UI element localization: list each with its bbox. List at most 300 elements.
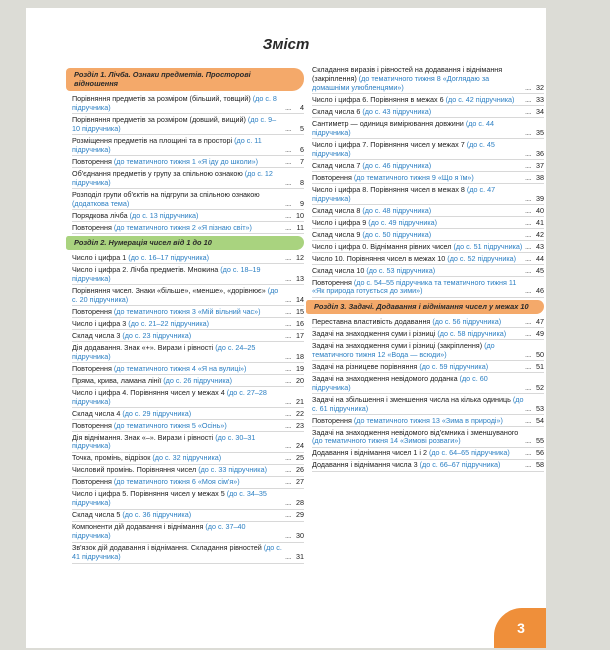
toc-column-right [312,66,544,473]
toc-entry-title [312,279,524,297]
leader-dots: .... [285,420,291,430]
toc-entry [312,108,544,118]
toc-entry [312,207,544,217]
toc-entry-title [72,332,284,341]
toc-entry-reference: (до тематичного тижня 5 «Осінь») [113,420,227,430]
toc-entry-title [312,461,524,470]
leader-dots: .... [285,453,291,463]
toc-entry-text: Повторення [312,277,354,287]
toc-entry-reference: (до с. 9–10 підручника) [72,114,277,133]
toc-entry [312,461,544,471]
toc-entry-text: Число і цифра 6. Порівняння в межах 6 [312,94,446,104]
toc-entry [72,170,304,189]
toc-entry-text: Додавання і віднімання числа 3 [312,460,420,470]
toc-entry-text: Число і цифра 9 [312,217,369,227]
toc-entry-reference: (до с. 66–67 підручника) [419,460,501,470]
leader-dots: .... [285,102,291,112]
page-number-badge [494,608,546,648]
leader-dots: .... [285,498,291,508]
toc-entry-reference: (до тематичного тижня 2 «Я пізнаю світ») [113,222,252,232]
toc-entry [312,363,544,373]
leader-dots: .... [285,123,291,133]
toc-entry-page: 9 [300,198,304,208]
toc-entry [312,449,544,459]
toc-entry-page: 12 [296,252,304,262]
toc-entry-reference: (до с. 36 підручника) [122,510,192,520]
toc-entry-reference: (до с. 43 підручника) [362,106,432,116]
toc-column-left [72,66,304,565]
toc-entry-title [72,544,284,562]
toc-entry [72,377,304,387]
toc-entry-reference: (до с. 20 підручника) [72,285,279,304]
toc-entry-text: Задачі на різницеве порівняння [312,361,420,371]
toc-entry-title [72,224,284,233]
toc-entry-page: 6 [300,144,304,154]
toc-entry-page: 28 [296,498,304,508]
toc-entry-reference: (до с. 24–25 підручника) [72,342,256,361]
toc-entry [312,429,544,448]
toc-entry-title [312,396,524,414]
toc-entry-title [312,363,524,372]
toc-entry-text: Число і цифра 1 [72,252,129,262]
toc-entry-title [312,267,524,276]
leader-dots: .... [285,531,291,541]
toc-entry-page: 19 [296,363,304,373]
toc-entry-page: 25 [296,453,304,463]
toc-entry-page: 17 [296,330,304,340]
toc-entry-text: Повторення [312,172,354,182]
toc-entry-page: 51 [536,361,544,371]
leader-dots: .... [285,156,291,166]
toc-entry-reference: (до с. 11 підручника) [72,135,262,154]
toc-entry-page: 5 [300,123,304,133]
toc-entry-text: Задачі на знаходження невідомого від'ємника і зменшуваного [312,427,519,437]
toc-entry-title [312,96,524,105]
toc-entry-reference: (до с. 59 підручника) [419,361,489,371]
toc-entry [312,279,544,298]
toc-entry [312,342,544,361]
toc-entry-text: Зв'язок дій додавання і віднімання. Складання рівностей [72,543,264,553]
leader-dots: .... [525,328,531,338]
toc-entry-text: Число і цифра 3 [72,318,129,328]
toc-entry-reference: (до с. 33 підручника) [198,465,267,475]
toc-entry-reference: (до с. 29 підручника) [122,408,192,418]
toc-entry [72,332,304,342]
leader-dots: .... [285,198,291,208]
toc-entry-reference: (до с. 61 підручника) [312,394,524,413]
toc-entry-title [72,434,284,452]
toc-entry-text: Число і цифра 2. Лічба предметів. Множина [72,264,221,274]
toc-entry-reference: (до тематичного тижня 8 «Доглядаю за домашніми улюбленцями») [312,73,490,92]
leader-dots: .... [285,306,291,316]
toc-entry-page: 7 [300,156,304,166]
toc-entry-reference: (додаткова тема) [72,198,130,208]
leader-dots: .... [285,363,291,373]
toc-entry [72,266,304,285]
toc-entry [312,396,544,415]
toc-entry-title [312,207,524,216]
toc-entry-text: Розміщення предметів на площині та в просторі [72,135,235,145]
toc-entry-page: 40 [536,205,544,215]
toc-entry-page: 53 [536,403,544,413]
leader-dots: .... [525,217,531,227]
leader-dots: .... [525,316,531,326]
leader-dots: .... [285,273,291,283]
toc-entry [312,231,544,241]
toc-entry-text: Складання виразів і рівностей на додавання і віднімання (закріплення) [312,65,503,83]
toc-entry-reference: (до с. 27–28 підручника) [72,387,267,406]
toc-entry-title [312,120,524,138]
toc-entry-reference: (до с. 42 підручника) [445,94,515,104]
leader-dots: .... [525,229,531,239]
toc-entry [312,375,544,394]
toc-entry-reference: (до с. 46 підручника) [362,160,432,170]
toc-entry-title [312,186,524,204]
toc-entry [72,308,304,318]
toc-entry-reference: (до тематичного тижня 3 «Мій вільний час») [113,306,261,316]
toc-entry-page: 20 [296,375,304,385]
toc-entry-page: 54 [536,415,544,425]
leader-dots: .... [285,330,291,340]
toc-entry-page: 21 [296,396,304,406]
toc-entry-text: Переставна властивість додавання [312,316,433,326]
toc-entry-title [312,219,524,228]
toc-entry-reference: (до с. 48 підручника) [362,205,432,215]
toc-entry-text: Дія віднімання. Знак «–». Вирази і рівності [72,432,216,442]
leader-dots: .... [285,396,291,406]
toc-entry-reference: (до с. 50 підручника) [362,229,432,239]
toc-entry [72,287,304,306]
toc-entry-reference: (до с. 30–31 підручника) [72,432,256,451]
toc-entry-title [72,137,284,155]
toc-entry [72,137,304,156]
leader-dots: .... [525,127,531,137]
toc-entry-reference: (до с. 13 підручника) [129,210,199,220]
leader-dots: .... [285,465,291,475]
toc-entry [72,490,304,509]
toc-entry-text: Розподіл групи об'єктів на підгрупи за спільною ознакою [72,189,260,199]
toc-entry-text: Порядкова лічба [72,210,130,220]
toc-entry-reference: (до с. 58 підручника) [437,328,507,338]
toc-entry-text: Задачі на знаходження суми і різниці [312,328,438,338]
toc-entry [72,95,304,114]
toc-entry-title [72,377,284,386]
toc-entry [312,219,544,229]
toc-entry-page: 15 [296,306,304,316]
toc-entry-title [72,523,284,541]
toc-entry-text: Число і цифра 5. Порівняння чисел у межах 5 [72,489,227,499]
toc-entry-reference: (до с. 44 підручника) [312,118,494,137]
toc-entry [312,267,544,277]
leader-dots: .... [285,351,291,361]
toc-entry-page: 55 [536,436,544,446]
toc-entry [72,212,304,222]
toc-entry-text: Склад числа 4 [72,408,123,418]
toc-entry-page: 29 [296,510,304,520]
toc-entry-title [312,162,524,171]
toc-entry [72,320,304,330]
leader-dots: .... [525,160,531,170]
toc-entry-title [72,344,284,362]
toc-entry-page: 14 [296,294,304,304]
toc-entry-title [312,174,524,183]
page-number: 3 [517,620,525,636]
toc-entry-title [72,212,284,221]
toc-entry-page: 24 [296,441,304,451]
toc-entry-text: Задачі на збільшення і зменшення числа на кілька одиниць [312,394,513,404]
leader-dots: .... [525,193,531,203]
toc-entry-reference: (до с. 21–22 підручника) [128,318,210,328]
toc-entry [312,243,544,253]
leader-dots: .... [525,382,531,392]
toc-entry-page: 32 [536,82,544,92]
toc-entry-text: Сантиметр — одиниця вимірювання довжини [312,118,466,128]
leader-dots: .... [525,403,531,413]
toc-entry-page: 42 [536,229,544,239]
leader-dots: .... [285,177,291,187]
toc-entry-text: Повторення [72,156,114,166]
toc-entry [72,478,304,488]
toc-entry-page: 4 [300,102,304,112]
toc-entry-text: Склад числа 7 [312,160,363,170]
toc-entry-page: 44 [536,253,544,263]
leader-dots: .... [285,510,291,520]
toc-entry-title [312,375,524,393]
toc-entry-text: Додавання і віднімання чисел 1 і 2 [312,448,429,458]
toc-entry-text: Порівняння предметів за розміром (довший, вищий) [72,114,248,124]
toc-entry [312,120,544,139]
toc-entry [72,511,304,521]
toc-entry-page: 39 [536,193,544,203]
toc-entry-text: Повторення [312,415,354,425]
toc-entry [72,434,304,453]
leader-dots: .... [525,148,531,158]
toc-entry-page: 50 [536,349,544,359]
toc-entry-title [72,389,284,407]
toc-entry-page: 11 [296,222,304,232]
toc-entry-reference: (до тематичного тижня 12 «Вода — всюди») [312,340,495,359]
leader-dots: .... [285,252,291,262]
toc-entry-text: Задачі на знаходження невідомого доданка [312,373,460,383]
toc-entry-reference: (до с. 12 підручника) [72,168,273,187]
leader-dots: .... [525,94,531,104]
toc-entry-title [312,255,524,264]
toc-entry-reference: (до с. 49 підручника) [368,217,438,227]
toc-entry-title [72,116,284,134]
toc-entry-text: Пряма, крива, ламана лінії [72,375,164,385]
leader-dots: .... [525,253,531,263]
toc-entry-reference: (до с. 60 підручника) [312,373,488,392]
toc-entry-text: Число і цифра 7. Порівняння чисел у межах 7 [312,139,467,149]
toc-entry-title [312,449,524,458]
toc-entry-reference: (до с. 51 підручника) [453,241,523,251]
toc-entry-page: 13 [296,273,304,283]
toc-entry [312,417,544,427]
toc-entry-page: 27 [296,477,304,487]
leader-dots: .... [285,477,291,487]
toc-entry-text: Точка, промінь, відрізок [72,453,153,463]
toc-entry-page: 22 [296,408,304,418]
toc-entry-title [312,318,524,327]
toc-entry-title [312,330,524,339]
toc-entry-title [72,254,284,263]
toc-entry-reference: (до с. 53 підручника) [366,265,436,275]
toc-entry [72,116,304,135]
leader-dots: .... [285,222,291,232]
toc-entry-text: Склад числа 8 [312,205,363,215]
toc-entry-reference: (до с. 64–65 підручника) [428,448,510,458]
toc-entry-title [72,320,284,329]
toc-entry-text: Число і цифра 8. Порівняння чисел в межах 8 [312,184,467,194]
toc-entry-page: 23 [296,420,304,430]
toc-entry-reference: (до тематичного тижня 9 «Що я їм») [353,172,474,182]
toc-entry-reference: (до тематичного тижня 4 «Я на вулиці») [113,363,247,373]
toc-entry-text: Повторення [72,222,114,232]
toc-entry [312,174,544,184]
toc-entry [72,158,304,168]
toc-entry-title [72,266,284,284]
toc-entry-text: Число 10. Порівняння чисел в межах 10 [312,253,448,263]
toc-entry-page: 52 [536,382,544,392]
toc-entry [312,186,544,205]
toc-entry [72,389,304,408]
toc-entry-reference: (до тематичного тижня 6 «Моя сім'я») [113,477,240,487]
toc-entry-title [72,422,284,431]
leader-dots: .... [285,375,291,385]
toc-entry [72,224,304,234]
toc-entry-title [312,417,524,426]
toc-entry-text: Дія додавання. Знак «+». Вирази і рівності [72,342,216,352]
chapter-heading: Розділ 1. Лічба. Ознаки предметів. Просторові відношення [66,68,304,91]
toc-entry-reference: (до с. 8 підручника) [72,94,277,112]
toc-entry-text: Число і цифра 0. Віднімання рівних чисел [312,241,454,251]
toc-entry-page: 56 [536,448,544,458]
toc-entry [72,466,304,476]
toc-entry-title [312,141,524,159]
toc-entry-page: 16 [296,318,304,328]
toc-entry-page: 10 [296,210,304,220]
leader-dots: .... [525,241,531,251]
leader-dots: .... [525,415,531,425]
leader-dots: .... [285,144,291,154]
toc-entry-reference: (до с. 56 підручника) [432,316,502,326]
toc-entry-text: Об'єднання предметів у групу за спільною ознакою [72,168,245,178]
toc-entry [312,141,544,160]
toc-entry [72,410,304,420]
toc-entry-title [72,478,284,487]
toc-entry-text: Склад числа 3 [72,330,123,340]
toc-entry [72,523,304,542]
toc-entry-title [72,410,284,419]
toc-entry-text: Компоненти дій додавання і віднімання [72,522,206,532]
toc-entry-reference: (до с. 37–40 підручника) [72,522,246,541]
toc-entry-page: 38 [536,172,544,182]
leader-dots: .... [525,460,531,470]
toc-entry-reference: (до с. 23 підручника) [122,330,192,340]
leader-dots: .... [525,349,531,359]
toc-entry-text: Число і цифра 4. Порівняння чисел у межах 4 [72,387,227,397]
toc-entry-reference: (до с. 52 підручника) [447,253,517,263]
toc-entry-reference: (до с. 34–35 підручника) [72,489,267,508]
toc-entry-text: Склад числа 9 [312,229,363,239]
toc-entry-page: 31 [296,552,304,562]
toc-entry [72,422,304,432]
toc-entry [312,66,544,94]
toc-entry [312,162,544,172]
toc-entry-page: 18 [296,351,304,361]
toc-entry-text: Повторення [72,420,114,430]
toc-entry-title [72,308,284,317]
leader-dots: .... [525,265,531,275]
toc-entry-title [72,170,284,188]
toc-entry-text: Задачі на знаходження суми і різниці (закріплення) [312,340,485,350]
toc-entry [312,330,544,340]
toc-entry-title [72,95,284,113]
toc-entry-title [72,490,284,508]
leader-dots: .... [285,318,291,328]
toc-entry [72,254,304,264]
toc-entry-page: 47 [536,316,544,326]
toc-entry-title [72,511,284,520]
toc-entry-title [72,158,284,167]
leader-dots: .... [285,441,291,451]
toc-entry [72,544,304,563]
toc-entry-reference: (до с. 18–19 підручника) [72,264,261,283]
toc-entry-page: 43 [536,241,544,251]
toc-entry-title [312,429,524,447]
toc-entry-text: Числовий промінь. Порівняння чисел [72,465,199,475]
toc-entry-title [312,66,524,93]
chapter-heading: Розділ 2. Нумерація чисел від 1 до 10 [66,236,304,250]
toc-entry-page: 58 [536,460,544,470]
toc-entry-text: Порівняння чисел. Знаки «більше», «менше», «дорівнює» [72,285,268,295]
toc-entry-page: 36 [536,148,544,158]
toc-entry-page: 49 [536,328,544,338]
toc-entry [312,96,544,106]
toc-entry-reference: (до с. 26 підручника) [163,375,233,385]
toc-entry-page: 34 [536,106,544,116]
toc-page [26,8,546,648]
chapter-heading: Розділ 3. Задачі. Додавання і віднімання чисел у межах 10 [306,300,544,314]
leader-dots: .... [285,552,291,562]
toc-entry-reference: (до с. 32 підручника) [152,453,222,463]
toc-entry-reference: (до тематичного тижня 14 «Зимові розваги») [312,436,461,446]
toc-entry-reference: (до с. 41 підручника) [72,543,282,562]
leader-dots: .... [525,436,531,446]
toc-entry-text: Повторення [72,363,114,373]
leader-dots: .... [525,205,531,215]
toc-entry-reference: (до с. 47 підручника) [312,184,496,203]
toc-entry-title [312,342,524,360]
toc-entry-text: Повторення [72,306,114,316]
toc-entry-page: 45 [536,265,544,275]
toc-entry-title [72,466,284,475]
leader-dots: .... [525,286,531,296]
leader-dots: .... [525,82,531,92]
toc-entry-reference: (до тематичного тижня 13 «Зима в природі») [353,415,503,425]
toc-entry-title [312,108,524,117]
toc-entry [72,365,304,375]
toc-entry-page: 35 [536,127,544,137]
toc-entry-page: 41 [536,217,544,227]
toc-entry-title [312,231,524,240]
toc-entry-page: 46 [536,286,544,296]
leader-dots: .... [285,294,291,304]
toc-entry-text: Повторення [72,477,114,487]
toc-entry-page: 37 [536,160,544,170]
toc-entry-reference: (до тематичного тижня 1 «Я іду до школи») [113,156,259,166]
leader-dots: .... [525,448,531,458]
